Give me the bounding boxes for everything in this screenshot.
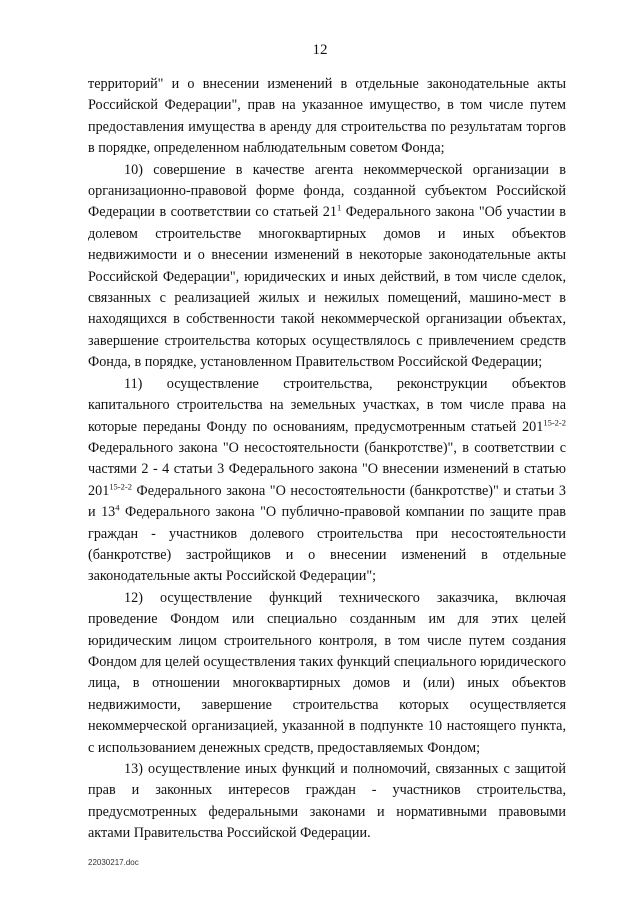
text-run: Федерального закона "О несостоятельности (банкротстве)", в соответствии с частями 2 - 4 статьи 3 Федерального закона "О внесении изменений в статью 201 <box>88 439 566 499</box>
text-run: 13) осуществление иных функций и полномочий, связанных с защитой прав и законных интересов граждан - участников строительства, предусмотренных федеральными законами и нормативными правовыми актами Правительства Российской Федерации. <box>88 761 566 842</box>
text-run: 12) осуществление функций технического заказчика, включая проведение Фондом или специально созданным им для этих целей юридическим лицом строительного контроля, в том числе путем создания Фондом для целей осуществления таких функций специального юридического лица, в отношении многоквартирных домов и (или) иных объектов недвижимости, завершение строительства которых осуществляется некоммерческой организацией, указанной в подпункте 10 настоящего пункта, с использованием денежных средств, предоставляемых Фондом; <box>88 589 566 756</box>
paragraph-p12 <box>88 588 566 759</box>
text-run: Федерального закона "О несостоятельности (банкротстве)" и статьи 3 и 13 <box>88 482 566 521</box>
file-name-footer: 22030217.doc <box>88 858 139 867</box>
text-run: Федерального закона "О публично-правовой компании по защите прав граждан - участников долевого строительства при несостоятельности (банкротстве) застройщиков и о внесении изменений в отдельные законодательные акты Российской Федерации"; <box>88 504 567 585</box>
superscript: 15-2-2 <box>543 416 566 427</box>
paragraph-p13 <box>88 759 566 845</box>
page-number: 12 <box>312 42 328 58</box>
superscript: 15-2-2 <box>109 480 132 491</box>
paragraph-p0 <box>88 74 566 160</box>
paragraph-p10 <box>88 160 566 374</box>
text-run: 10) совершение в качестве агента некоммерческой организации в организационно-правовой форме фонда, созданной субъектом Российской Федерации в соответствии со статьей 21 <box>88 161 566 221</box>
text-run: Федерального закона "Об участии в долевом строительстве многоквартирных домов и иных объектов недвижимости и о внесении изменений в некоторые законодательные акты Российской Федерации", юридических и иных действий, в том числе сделок, связанных с реализацией жилых и нежилых помещений, машино-мест в находящихся в собственности такой некоммерческой организации объектах, завершение строительства которых осуществлялось с привлечением средств Фонда, в порядке, установленном Правительством Российской Федерации; <box>88 204 566 371</box>
superscript: 4 <box>115 502 120 513</box>
document-body <box>88 74 566 845</box>
text-run: территорий" и о внесении изменений в отдельные законодательные акты Российской Федерации", прав на указанное имущество, в том числе путем предоставления имущества в аренду для строительства по результатам торгов в порядке, определенном наблюдательным советом Фонда; <box>88 76 566 157</box>
paragraph-p11 <box>88 374 566 588</box>
text-run: 11) осуществление строительства, реконструкции объектов капитального строительства на земельных участках, в том числе права на которые переданы Фонду по основаниям, предусмотренным статьей 201 <box>88 375 566 435</box>
superscript: 1 <box>337 202 342 213</box>
